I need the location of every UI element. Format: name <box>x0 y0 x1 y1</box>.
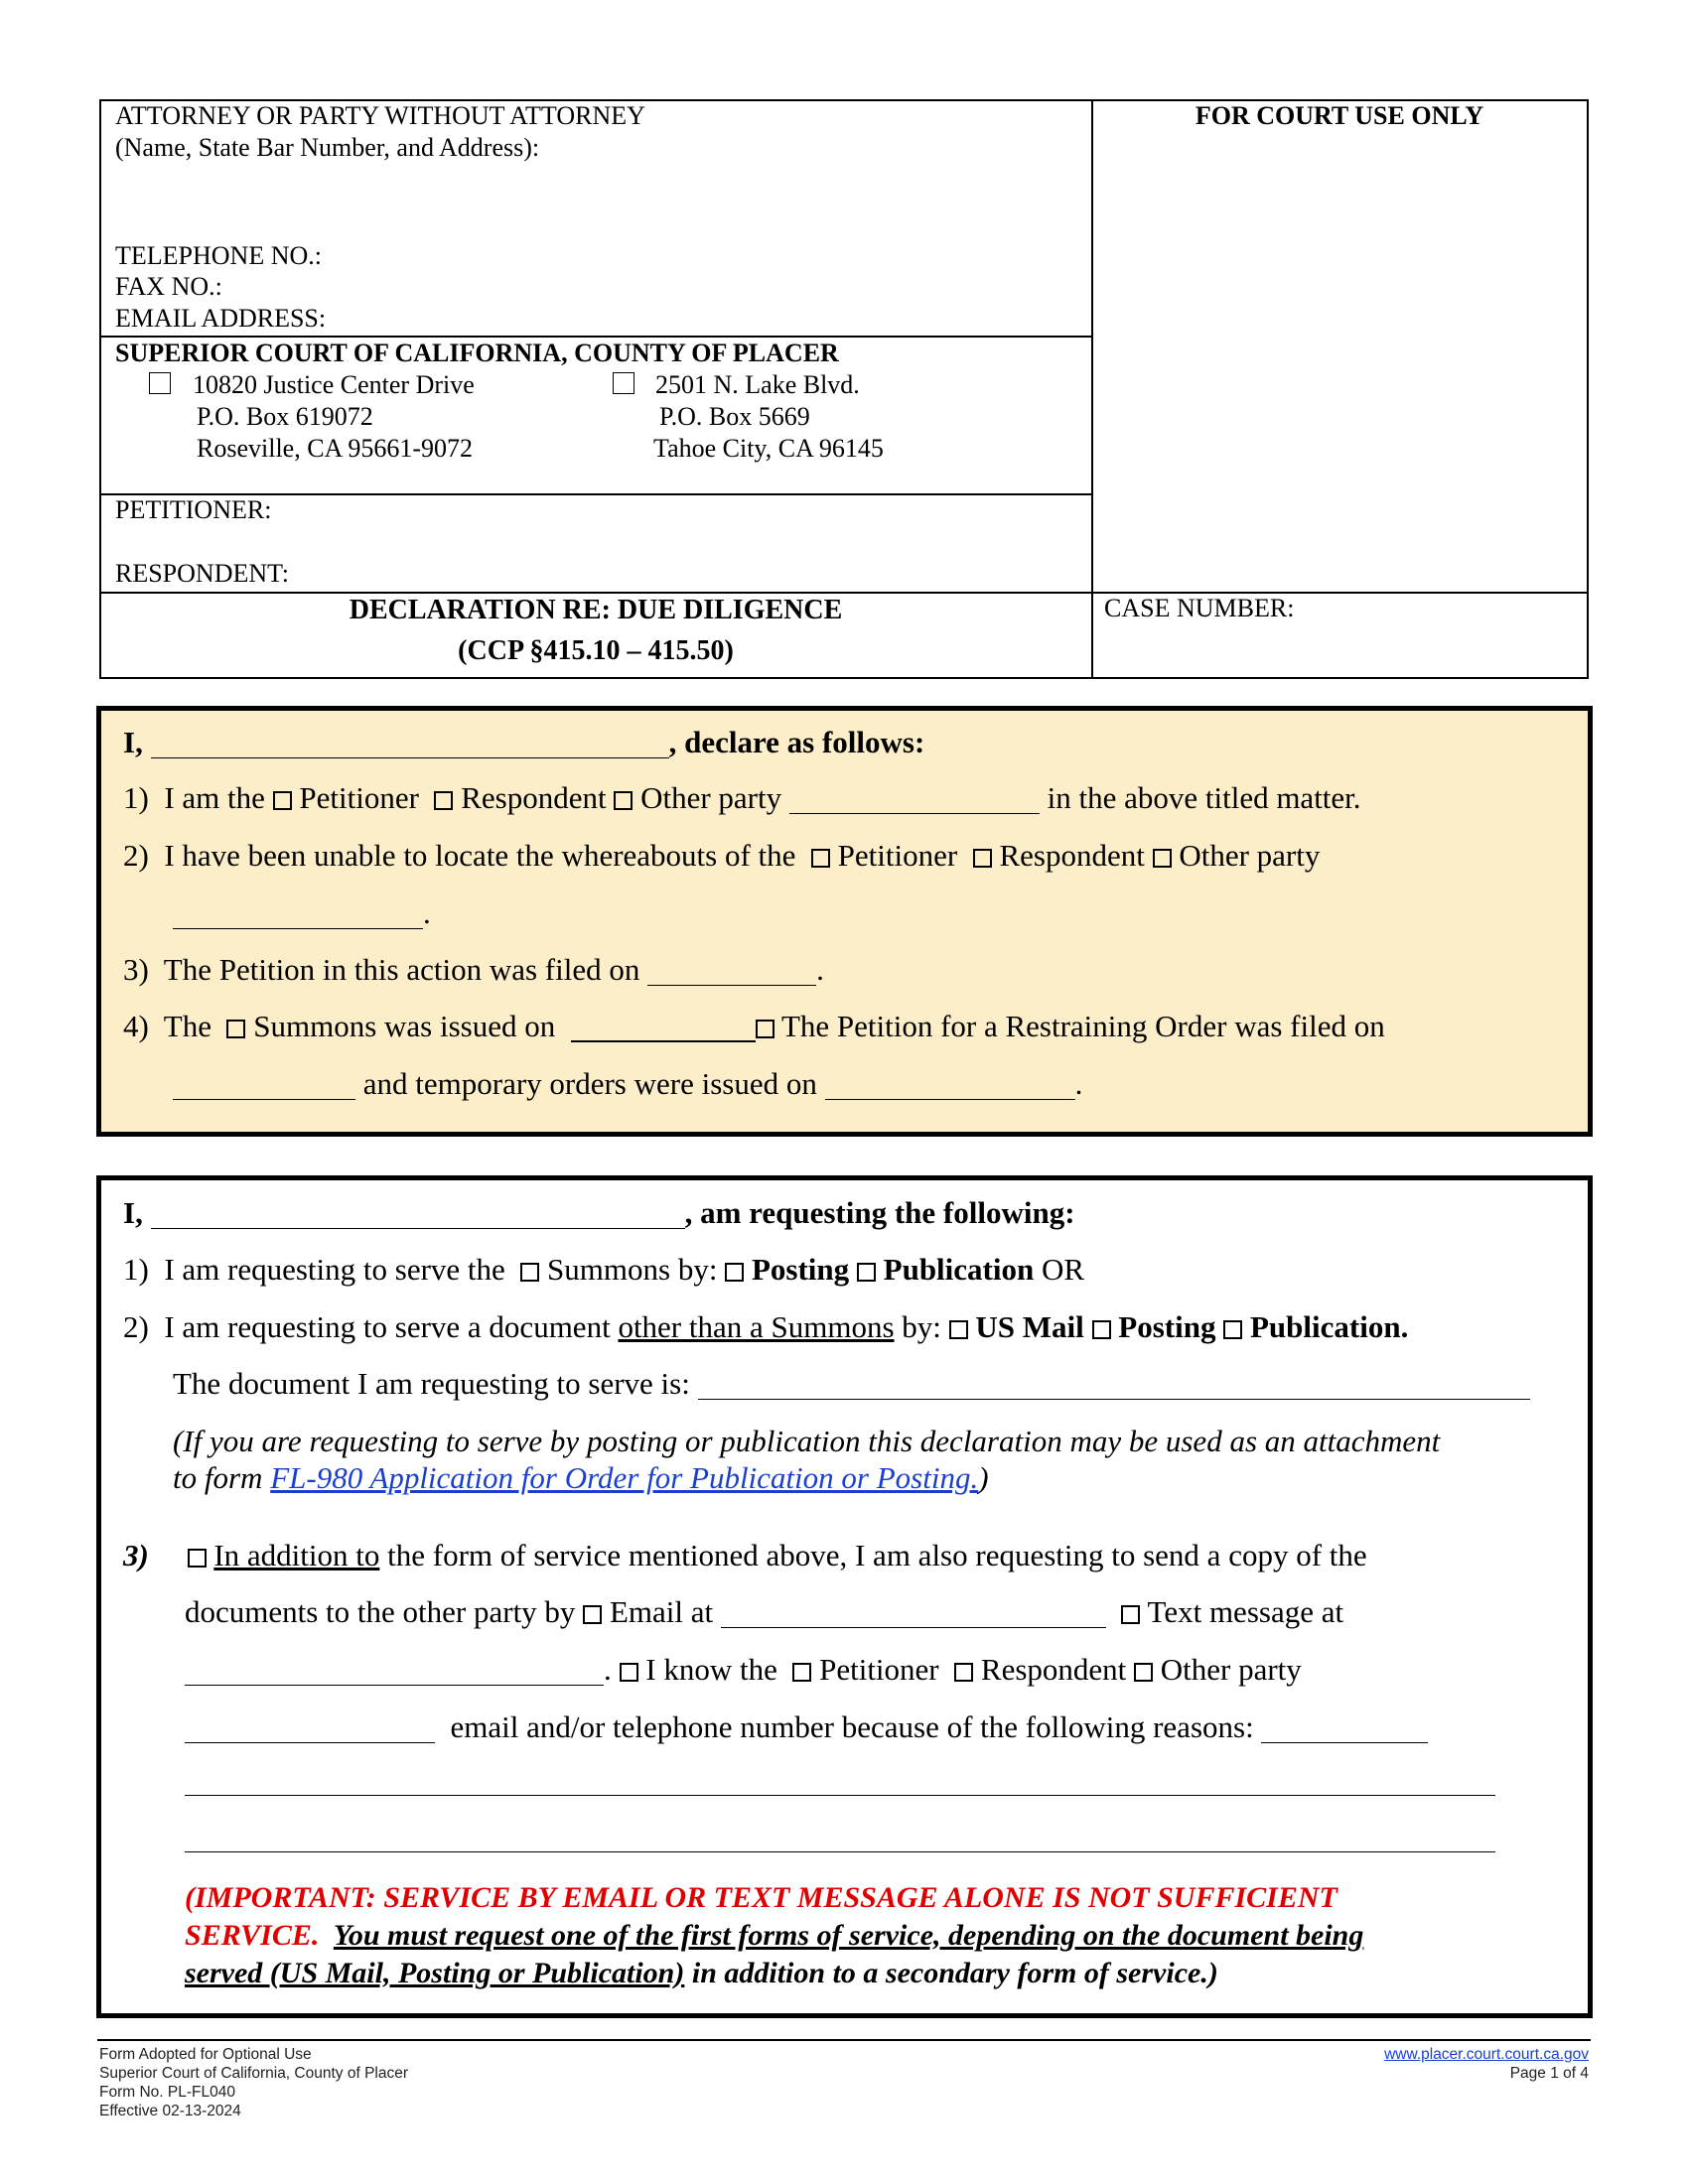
petitioner-label: PETITIONER: <box>115 495 272 524</box>
important-notice-line1: (IMPORTANT: SERVICE BY EMAIL OR TEXT MESSAGE ALONE IS NOT SUFFICIENT <box>185 1881 1337 1914</box>
restraining-order-checkbox[interactable] <box>756 1020 774 1038</box>
tahoe-address-line1: 2501 N. Lake Blvd. <box>655 370 860 399</box>
temp-orders-date-field[interactable] <box>825 1071 1075 1100</box>
court-name: SUPERIOR COURT OF CALIFORNIA, COUNTY OF PLACER <box>115 339 839 367</box>
form-code: (CCP §415.10 – 415.50) <box>458 635 734 666</box>
declarant-line: I, , declare as follows: <box>123 725 925 759</box>
fax-label: FAX NO.: <box>115 272 222 301</box>
doc-us-mail-checkbox[interactable] <box>949 1320 968 1339</box>
roseville-address-line2: P.O. Box 619072 <box>197 402 373 431</box>
item3-respondent-checkbox[interactable] <box>954 1663 973 1682</box>
court-use-label: FOR COURT USE ONLY <box>1195 101 1484 130</box>
roseville-checkbox[interactable] <box>149 372 171 394</box>
in-addition-checkbox[interactable] <box>188 1549 207 1568</box>
item2-other-party-field[interactable] <box>173 900 423 929</box>
court-website-link[interactable]: www.placer.court.court.ca.gov <box>1384 2046 1589 2063</box>
form-title: DECLARATION RE: DUE DILIGENCE <box>349 595 843 625</box>
summons-posting-checkbox[interactable] <box>725 1263 744 1282</box>
request-item-3-line2: documents to the other party by Email at Text message at <box>185 1594 1344 1629</box>
email-checkbox[interactable] <box>583 1605 602 1624</box>
summons-issued-checkbox[interactable] <box>226 1020 245 1038</box>
reasons-line-2[interactable] <box>185 1851 1495 1852</box>
item3-other-party-field[interactable] <box>185 1714 435 1743</box>
item-4: 4) The Summons was issued on The Petition for a Restraining Order was filed on <box>123 1009 1385 1043</box>
important-notice-line3: served (US Mail, Posting or Publication) in addition to a secondary form of service.) <box>185 1957 1218 1989</box>
document-line: The document I am requesting to serve is: <box>173 1364 1530 1404</box>
case-number-label: CASE NUMBER: <box>1104 594 1295 622</box>
item-2: 2) I have been unable to locate the whereabouts of the Petitioner Respondent Other party <box>123 838 1321 873</box>
roseville-address-line3: Roseville, CA 95661-9072 <box>197 434 474 463</box>
footer-right <box>1291 2045 1589 2083</box>
reasons-line-1[interactable] <box>185 1795 1495 1796</box>
restraining-filed-date-field[interactable] <box>173 1071 355 1100</box>
tahoe-checkbox[interactable] <box>613 372 634 394</box>
reasons-field[interactable] <box>1261 1714 1428 1743</box>
page-number: Page 1 of 4 <box>1509 2065 1589 2082</box>
item-3: 3) The Petition in this action was filed on . <box>123 952 824 987</box>
item2-other-party-checkbox[interactable] <box>1153 849 1172 868</box>
important-notice-line2: SERVICE. You must request one of the first forms of service, depending on the document being <box>185 1919 1364 1952</box>
footer-divider <box>97 2039 1591 2041</box>
text-message-checkbox[interactable] <box>1121 1605 1140 1624</box>
fl980-link[interactable]: FL-980 Application for Order for Publication or Posting. <box>270 1460 979 1495</box>
item-1: 1) I am the Petitioner Respondent Other party in the above titled matter. <box>123 780 1361 815</box>
item1-respondent-checkbox[interactable] <box>434 791 453 810</box>
doc-publication-checkbox[interactable] <box>1223 1320 1242 1339</box>
request-item-1: 1) I am requesting to serve the Summons by: Posting Publication OR <box>123 1252 1085 1287</box>
request-item-3-line3: . I know the Petitioner Respondent Other party <box>185 1650 1302 1690</box>
telephone-label: TELEPHONE NO.: <box>115 241 322 270</box>
petition-filed-date-field[interactable] <box>647 957 816 986</box>
summons-publication-checkbox[interactable] <box>857 1263 876 1282</box>
item-2-continued: . <box>173 893 431 933</box>
email-address-field[interactable] <box>721 1599 1106 1628</box>
attachment-note-line2: to form FL-980 Application for Order for Publication or Posting.) <box>173 1460 989 1495</box>
know-checkbox[interactable] <box>620 1663 638 1682</box>
attorney-subtitle: (Name, State Bar Number, and Address): <box>115 133 540 162</box>
document-name-field[interactable] <box>698 1371 1530 1400</box>
roseville-address-line1: 10820 Justice Center Drive <box>193 370 475 399</box>
text-number-field[interactable] <box>185 1657 604 1686</box>
request-item-2: 2) I am requesting to serve a document other than a Summons by: US Mail Posting Publication. <box>123 1309 1409 1344</box>
item1-other-party-field[interactable] <box>789 785 1040 814</box>
summons-issued-date-field[interactable] <box>571 1013 756 1042</box>
requester-name-field[interactable] <box>151 1200 685 1229</box>
item3-other-party-checkbox[interactable] <box>1134 1663 1153 1682</box>
attorney-title: ATTORNEY OR PARTY WITHOUT ATTORNEY <box>115 101 645 130</box>
doc-posting-checkbox[interactable] <box>1092 1320 1111 1339</box>
item1-petitioner-checkbox[interactable] <box>273 791 292 810</box>
requester-line: I, , am requesting the following: <box>123 1195 1075 1230</box>
request-item-3-line4: email and/or telephone number because of the following reasons: <box>185 1707 1428 1747</box>
declarant-name-field[interactable] <box>151 730 669 758</box>
attachment-note-line1: (If you are requesting to serve by posting or publication this declaration may be used as an attachment <box>173 1424 1441 1458</box>
respondent-label: RESPONDENT: <box>115 559 289 588</box>
item-4-continued: and temporary orders were issued on . <box>173 1064 1082 1104</box>
summons-checkbox[interactable] <box>520 1263 539 1282</box>
item2-petitioner-checkbox[interactable] <box>811 849 830 868</box>
request-item-3: 3) In addition to the form of service mentioned above, I am also requesting to send a copy of the <box>123 1538 1367 1572</box>
tahoe-address-line3: Tahoe City, CA 96145 <box>653 434 884 463</box>
tahoe-address-line2: P.O. Box 5669 <box>659 402 810 431</box>
item1-other-party-checkbox[interactable] <box>614 791 633 810</box>
item2-respondent-checkbox[interactable] <box>973 849 992 868</box>
email-label: EMAIL ADDRESS: <box>115 304 327 333</box>
footer-left: Form Adopted for Optional Use Superior Court of California, County of Placer Form No. PL-FL040 Effective 02-13-2024 <box>99 2046 409 2119</box>
item3-petitioner-checkbox[interactable] <box>792 1663 811 1682</box>
